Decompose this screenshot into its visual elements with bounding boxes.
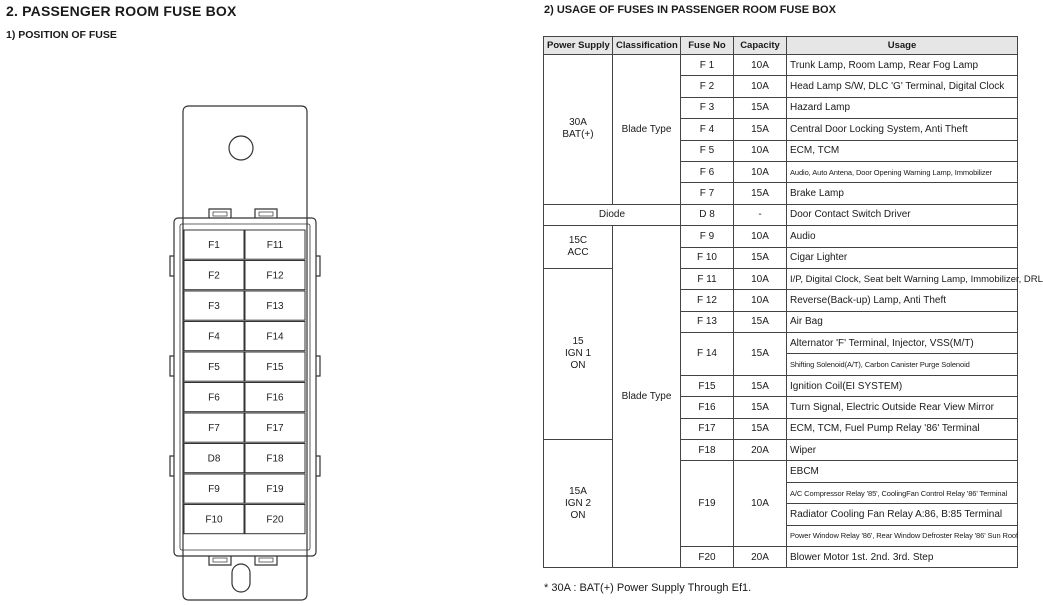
usage-cell: Turn Signal, Electric Outside Rear View Mirror <box>787 397 1018 418</box>
fuse-slot-label: F2 <box>208 270 220 282</box>
header-capacity: Capacity <box>734 37 787 55</box>
capacity-cell: 10A <box>734 268 787 289</box>
usage-cell: Power Window Relay '86', Rear Window Defroster Relay '86' Sun Roof <box>787 525 1018 546</box>
mounting-slot-bottom <box>232 564 250 592</box>
fuse-slot-label: D8 <box>207 453 221 465</box>
fuse-no-cell: F20 <box>681 546 734 567</box>
usage-heading: 2) USAGE OF FUSES IN PASSENGER ROOM FUSE BOX <box>544 4 836 16</box>
capacity-cell: 10A <box>734 290 787 311</box>
capacity-cell: 10A <box>734 226 787 247</box>
fuse-no-cell: F 11 <box>681 268 734 289</box>
mounting-hole-top <box>229 136 253 160</box>
power-supply-ign1: 15 IGN 1 ON <box>544 268 613 439</box>
usage-cell: Cigar Lighter <box>787 247 1018 268</box>
fuse-slot-label: F19 <box>266 484 284 496</box>
fuse-no-cell: F 4 <box>681 119 734 140</box>
capacity-cell: 10A <box>734 461 787 547</box>
usage-cell: Audio, Auto Antena, Door Opening Warning Lamp, Immobilizer <box>787 161 1018 182</box>
usage-cell: Alternator 'F' Terminal, Injector, VSS(M/T) <box>787 333 1018 354</box>
fuse-no-cell: F19 <box>681 461 734 547</box>
position-heading: 1) POSITION OF FUSE <box>6 29 117 41</box>
fuse-no-cell: F18 <box>681 440 734 461</box>
capacity-cell: 20A <box>734 546 787 567</box>
footnote: * 30A : BAT(+) Power Supply Through Ef1. <box>544 582 752 594</box>
fuse-no-cell: F 14 <box>681 333 734 376</box>
table-row <box>544 226 1018 247</box>
usage-cell: ECM, TCM <box>787 140 1018 161</box>
fuse-no-cell: F 6 <box>681 161 734 182</box>
fuse-slot-label: F10 <box>205 514 223 526</box>
fuse-slot-label: F18 <box>266 453 284 465</box>
usage-cell: Central Door Locking System, Anti Theft <box>787 119 1018 140</box>
usage-cell: Reverse(Back-up) Lamp, Anti Theft <box>787 290 1018 311</box>
header-classification: Classification <box>613 37 681 55</box>
fuse-no-cell: F15 <box>681 375 734 396</box>
fuse-no-cell: F 5 <box>681 140 734 161</box>
usage-cell: ECM, TCM, Fuel Pump Relay '86' Terminal <box>787 418 1018 439</box>
fuse-slot-label: F15 <box>266 362 284 374</box>
fuse-slot-label: F4 <box>208 331 220 343</box>
fuse-slot-label: F17 <box>266 423 284 435</box>
fuse-no-cell: F 2 <box>681 76 734 97</box>
fuse-slot-label: F12 <box>266 270 284 282</box>
fuse-slot-label: F14 <box>266 331 284 343</box>
capacity-cell: 10A <box>734 76 787 97</box>
classification-blade-2: Blade Type <box>613 226 681 568</box>
usage-cell: EBCM <box>787 461 1018 482</box>
fuse-no-cell: F 12 <box>681 290 734 311</box>
usage-cell: Head Lamp S/W, DLC 'G' Terminal, Digital Clock <box>787 76 1018 97</box>
power-supply-ign2: 15A IGN 2 ON <box>544 440 613 568</box>
fuse-no-cell: F 1 <box>681 55 734 76</box>
usage-cell: Brake Lamp <box>787 183 1018 204</box>
page-title: 2. PASSENGER ROOM FUSE BOX <box>6 3 237 19</box>
capacity-cell: 20A <box>734 440 787 461</box>
capacity-cell: 10A <box>734 161 787 182</box>
fuse-no-cell: F16 <box>681 397 734 418</box>
usage-cell: Ignition Coil(EI SYSTEM) <box>787 375 1018 396</box>
usage-cell: Trunk Lamp, Room Lamp, Rear Fog Lamp <box>787 55 1018 76</box>
capacity-cell: 15A <box>734 247 787 268</box>
fuse-no-cell: F 10 <box>681 247 734 268</box>
fuse-usage-table <box>543 36 1043 568</box>
capacity-cell: 15A <box>734 119 787 140</box>
power-supply-acc: 15C ACC <box>544 226 613 269</box>
capacity-cell: 15A <box>734 418 787 439</box>
capacity-cell: 10A <box>734 140 787 161</box>
capacity-cell: 15A <box>734 375 787 396</box>
usage-cell: I/P, Digital Clock, Seat belt Warning Lamp, Immobilizer, DRL <box>787 268 1018 289</box>
fuse-slot-label: F9 <box>208 484 220 496</box>
fuse-no-cell: F17 <box>681 418 734 439</box>
fuse-slot-label: F13 <box>266 301 284 313</box>
usage-cell: Air Bag <box>787 311 1018 332</box>
capacity-cell: 15A <box>734 97 787 118</box>
fuse-no-cell: D 8 <box>681 204 734 225</box>
fuse-slot-label: F7 <box>208 423 220 435</box>
usage-cell: Shifting Solenoid(A/T), Carbon Canister Purge Solenoid <box>787 354 1018 375</box>
fuse-slot-label: F5 <box>208 362 220 374</box>
table-row <box>544 204 1018 225</box>
usage-cell: Audio <box>787 226 1018 247</box>
power-supply-bat: 30A BAT(+) <box>544 55 613 205</box>
fuse-no-cell: F 13 <box>681 311 734 332</box>
capacity-cell: 15A <box>734 183 787 204</box>
usage-cell: Door Contact Switch Driver <box>787 204 1018 225</box>
usage-cell: Wiper <box>787 440 1018 461</box>
usage-cell: Hazard Lamp <box>787 97 1018 118</box>
fuse-slot-label: F3 <box>208 301 220 313</box>
capacity-cell: 15A <box>734 333 787 376</box>
capacity-cell: 15A <box>734 397 787 418</box>
fuse-slot-label: F20 <box>266 514 284 526</box>
fuse-no-cell: F 3 <box>681 97 734 118</box>
usage-cell: Blower Motor 1st. 2nd. 3rd. Step <box>787 546 1018 567</box>
header-power-supply: Power Supply <box>544 37 613 55</box>
fuse-slot-label: F1 <box>208 240 220 252</box>
fuse-slot-label: F11 <box>266 240 284 252</box>
header-usage: Usage <box>787 37 1018 55</box>
classification-blade-1: Blade Type <box>613 55 681 205</box>
usage-cell: Radiator Cooling Fan Relay A:86, B:85 Terminal <box>787 504 1018 525</box>
header-fuse-no: Fuse No <box>681 37 734 55</box>
capacity-cell: 10A <box>734 55 787 76</box>
fuse-slot-label: F6 <box>208 392 220 404</box>
capacity-cell: 15A <box>734 311 787 332</box>
fuse-no-cell: F 7 <box>681 183 734 204</box>
fuse-slot-label: F16 <box>266 392 284 404</box>
capacity-cell: - <box>734 204 787 225</box>
diode-cell: Diode <box>544 204 681 225</box>
fuse-box-diagram <box>165 106 325 600</box>
fuse-no-cell: F 9 <box>681 226 734 247</box>
table-header-row <box>544 37 1018 55</box>
usage-cell: A/C Compressor Relay '85', CoolingFan Control Relay '86' Terminal <box>787 482 1018 503</box>
table-row <box>544 55 1018 76</box>
